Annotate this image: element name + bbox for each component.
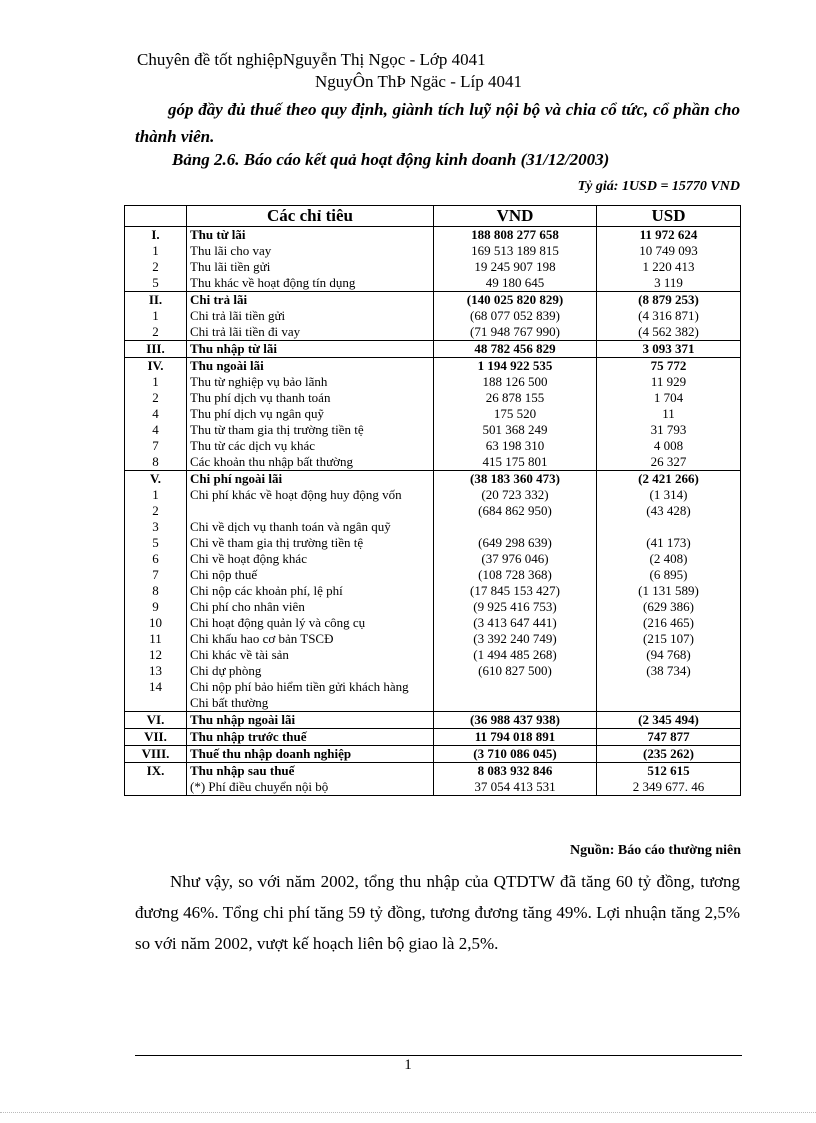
row-number: 5	[125, 275, 187, 292]
row-label: Thu từ lãi	[187, 227, 434, 244]
row-value-vnd: 188 126 500	[434, 374, 597, 390]
document-header-line1: Chuyên đề tốt nghiệpNguyễn Thị Ngọc - Lớp 4041	[137, 50, 486, 69]
row-value-vnd: (71 948 767 990)	[434, 324, 597, 341]
table-row	[125, 227, 741, 244]
row-value-vnd: 501 368 249	[434, 422, 597, 438]
row-value-vnd: 49 180 645	[434, 275, 597, 292]
row-value-usd: 1 704	[597, 390, 741, 406]
row-value-vnd: (1 494 485 268)	[434, 647, 597, 663]
row-number: 5	[125, 535, 187, 551]
row-value-usd: (8 879 253)	[597, 292, 741, 309]
row-number: IX.	[125, 763, 187, 780]
row-number: I.	[125, 227, 187, 244]
row-value-usd: 11	[597, 406, 741, 422]
row-value-usd: (4 562 382)	[597, 324, 741, 341]
row-value-usd: 3 119	[597, 275, 741, 292]
row-number: 2	[125, 259, 187, 275]
row-label: Thu nhập từ lãi	[187, 341, 434, 358]
column-header-usd: USD	[597, 206, 741, 227]
row-value-vnd: (108 728 368)	[434, 567, 597, 583]
table-row	[125, 631, 741, 647]
row-value-vnd: (20 723 332) (684 862 950)	[434, 487, 597, 519]
row-number: 2	[125, 390, 187, 406]
row-number: 14	[125, 679, 187, 695]
table-row	[125, 487, 741, 519]
row-label: Thu từ nghiệp vụ bảo lãnh	[187, 374, 434, 390]
row-label: Thu nhập sau thuế	[187, 763, 434, 780]
table-caption: Bảng 2.6. Báo cáo kết quả hoạt động kinh doanh (31/12/2003)	[172, 150, 610, 169]
row-value-vnd: 48 782 456 829	[434, 341, 597, 358]
table-row	[125, 599, 741, 615]
row-value-usd: (2 421 266)	[597, 471, 741, 488]
table-row	[125, 729, 741, 746]
row-value-usd: 1 220 413	[597, 259, 741, 275]
row-label: Chi nộp thuế	[187, 567, 434, 583]
row-value-vnd: (140 025 820 829)	[434, 292, 597, 309]
row-label: Thu nhập trước thuế	[187, 729, 434, 746]
row-label: Chi dự phòng	[187, 663, 434, 679]
row-label: Chi về dịch vụ thanh toán và ngân quỹ	[187, 519, 434, 535]
row-number: II.	[125, 292, 187, 309]
row-value-vnd: (3 710 086 045)	[434, 746, 597, 763]
row-number: 10	[125, 615, 187, 631]
row-number: 6	[125, 551, 187, 567]
row-value-vnd: (36 988 437 938)	[434, 712, 597, 729]
row-value-vnd: 26 878 155	[434, 390, 597, 406]
row-value-vnd: 169 513 189 815	[434, 243, 597, 259]
table-row	[125, 615, 741, 631]
footer-divider	[135, 1055, 742, 1056]
row-number: 1	[125, 374, 187, 390]
row-label: Thu khác về hoạt động tín dụng	[187, 275, 434, 292]
row-number: 2	[125, 324, 187, 341]
row-value-usd: (235 262)	[597, 746, 741, 763]
row-label: Thuế thu nhập doanh nghiệp	[187, 746, 434, 763]
table-row	[125, 259, 741, 275]
table-row	[125, 779, 741, 796]
row-label: Chi về hoạt động khác	[187, 551, 434, 567]
row-value-usd: 747 877	[597, 729, 741, 746]
table-row	[125, 374, 741, 390]
document-header-line2: NguyÔn ThÞ Ngäc - Líp 4041	[315, 72, 522, 91]
table-row	[125, 535, 741, 551]
row-value-usd: 4 008	[597, 438, 741, 454]
row-number: 7	[125, 438, 187, 454]
column-header-no	[125, 206, 187, 227]
table-row	[125, 454, 741, 471]
table-row	[125, 308, 741, 324]
table-row	[125, 292, 741, 309]
row-label: Chi trả lãi tiền gửi	[187, 308, 434, 324]
row-value-vnd: (610 827 500)	[434, 663, 597, 679]
row-value-usd: (216 465)	[597, 615, 741, 631]
row-value-usd: (4 316 871)	[597, 308, 741, 324]
column-header-vnd: VND	[434, 206, 597, 227]
table-body	[125, 227, 741, 796]
row-number: III.	[125, 341, 187, 358]
row-label: Chi trả lãi	[187, 292, 434, 309]
row-value-usd	[597, 519, 741, 535]
row-value-vnd: (3 392 240 749)	[434, 631, 597, 647]
table-row	[125, 746, 741, 763]
row-number: 4	[125, 406, 187, 422]
row-number: 13	[125, 663, 187, 679]
row-label: Thu nhập ngoài lãi	[187, 712, 434, 729]
row-value-vnd: 8 083 932 846	[434, 763, 597, 780]
row-value-vnd: 63 198 310	[434, 438, 597, 454]
row-value-usd: 2 349 677. 46	[597, 779, 741, 796]
row-value-usd: (1 314) (43 428)	[597, 487, 741, 519]
table-row	[125, 712, 741, 729]
table-row	[125, 647, 741, 663]
row-value-vnd: 415 175 801	[434, 454, 597, 471]
row-label: Chi nộp phí bảo hiểm tiền gửi khách hàng	[187, 679, 434, 695]
row-number: 4	[125, 422, 187, 438]
row-label: Chi nộp các khoản phí, lệ phí	[187, 583, 434, 599]
row-value-vnd	[434, 519, 597, 535]
row-value-vnd: (649 298 639)	[434, 535, 597, 551]
table-row	[125, 438, 741, 454]
row-value-vnd: 11 794 018 891	[434, 729, 597, 746]
conclusion-paragraph: Như vậy, so với năm 2002, tổng thu nhập của QTDTW đã tăng 60 tỷ đồng, tương đương 46%. Tổng chi phí tăng 59 tỷ đồng, tương đương tăng 49%. Lợi nhuận tăng 2,5% so với năm 2002, vượt kế hoạch liên bộ giao là 2,5%.	[135, 872, 740, 953]
row-number: 7	[125, 567, 187, 583]
row-number: 1	[125, 243, 187, 259]
row-number: V.	[125, 471, 187, 488]
row-value-vnd: 175 520	[434, 406, 597, 422]
row-value-vnd: (9 925 416 753)	[434, 599, 597, 615]
row-value-vnd: 37 054 413 531	[434, 779, 597, 796]
table-row	[125, 679, 741, 695]
row-value-usd: (629 386)	[597, 599, 741, 615]
row-value-usd	[597, 695, 741, 712]
row-value-usd: (2 408)	[597, 551, 741, 567]
row-value-vnd	[434, 695, 597, 712]
page-number: 1	[404, 1057, 412, 1073]
row-value-usd: (41 173)	[597, 535, 741, 551]
table-row	[125, 390, 741, 406]
row-label: Thu từ tham gia thị trường tiền tệ	[187, 422, 434, 438]
row-label: Chi bất thường	[187, 695, 434, 712]
row-value-usd: 3 093 371	[597, 341, 741, 358]
row-label: Chi phí ngoài lãi	[187, 471, 434, 488]
exchange-rate-note: Tỷ giá: 1USD = 15770 VND	[577, 179, 740, 194]
table-row	[125, 275, 741, 292]
row-number: 11	[125, 631, 187, 647]
row-value-vnd	[434, 679, 597, 695]
table-row	[125, 519, 741, 535]
table-row	[125, 551, 741, 567]
row-value-vnd: (17 845 153 427)	[434, 583, 597, 599]
table-row	[125, 358, 741, 375]
row-number: 1	[125, 308, 187, 324]
row-value-vnd: (3 413 647 441)	[434, 615, 597, 631]
table-row	[125, 324, 741, 341]
row-value-usd: 75 772	[597, 358, 741, 375]
table-row	[125, 695, 741, 712]
intro-paragraph: góp đầy đủ thuế theo quy định, giành tích luỹ nội bộ và chia cổ tức, cổ phần cho thành viên.	[135, 100, 740, 146]
row-value-usd: 11 972 624	[597, 227, 741, 244]
table-row	[125, 763, 741, 780]
row-label: Chi về tham gia thị trường tiền tệ	[187, 535, 434, 551]
row-label: Thu phí dịch vụ ngân quỹ	[187, 406, 434, 422]
row-value-usd: (6 895)	[597, 567, 741, 583]
row-label: Chi trả lãi tiền đi vay	[187, 324, 434, 341]
row-value-usd: 512 615	[597, 763, 741, 780]
row-number: 3	[125, 519, 187, 535]
row-label: Thu lãi tiền gửi	[187, 259, 434, 275]
table-row	[125, 567, 741, 583]
row-label: Chi khác về tài sản	[187, 647, 434, 663]
table-row	[125, 341, 741, 358]
row-label: Chi phí cho nhân viên	[187, 599, 434, 615]
row-value-usd: (2 345 494)	[597, 712, 741, 729]
table-row	[125, 243, 741, 259]
row-label: Thu lãi cho vay	[187, 243, 434, 259]
table-row	[125, 583, 741, 599]
row-number: 9	[125, 599, 187, 615]
row-value-vnd: (38 183 360 473)	[434, 471, 597, 488]
row-number	[125, 695, 187, 712]
row-label: Thu từ các dịch vụ khác	[187, 438, 434, 454]
row-label: Các khoản thu nhập bất thường	[187, 454, 434, 471]
income-statement-table	[124, 205, 741, 796]
row-value-vnd: (68 077 052 839)	[434, 308, 597, 324]
page-bottom-edge	[0, 1112, 816, 1113]
table-row	[125, 471, 741, 488]
row-number: 12	[125, 647, 187, 663]
row-value-usd: (1 131 589)	[597, 583, 741, 599]
row-label: Chi khấu hao cơ bản TSCĐ	[187, 631, 434, 647]
row-value-usd: (215 107)	[597, 631, 741, 647]
row-value-usd: 26 327	[597, 454, 741, 471]
row-label: (*) Phí điều chuyển nội bộ	[187, 779, 434, 796]
row-label: Thu ngoài lãi	[187, 358, 434, 375]
row-value-vnd: 188 808 277 658	[434, 227, 597, 244]
row-value-usd: (94 768)	[597, 647, 741, 663]
row-value-vnd: 19 245 907 198	[434, 259, 597, 275]
row-label: Thu phí dịch vụ thanh toán	[187, 390, 434, 406]
row-value-usd: 11 929	[597, 374, 741, 390]
table-header-row	[125, 206, 741, 227]
row-number: 8	[125, 454, 187, 471]
row-value-usd: (38 734)	[597, 663, 741, 679]
row-number: IV.	[125, 358, 187, 375]
row-number	[125, 779, 187, 796]
row-number: 8	[125, 583, 187, 599]
column-header-indicator: Các chỉ tiêu	[187, 206, 434, 227]
row-number: VII.	[125, 729, 187, 746]
row-value-usd: 10 749 093	[597, 243, 741, 259]
row-value-vnd: 1 194 922 535	[434, 358, 597, 375]
table-row	[125, 406, 741, 422]
row-value-usd: 31 793	[597, 422, 741, 438]
row-number: 1 2	[125, 487, 187, 519]
row-number: VIII.	[125, 746, 187, 763]
row-label: Chi phí khác về hoạt động huy động vốn	[187, 487, 434, 519]
table-row	[125, 422, 741, 438]
source-note: Nguồn: Báo cáo thường niên	[570, 843, 741, 858]
row-label: Chi hoạt động quản lý và công cụ	[187, 615, 434, 631]
row-number: VI.	[125, 712, 187, 729]
row-value-vnd: (37 976 046)	[434, 551, 597, 567]
row-value-usd	[597, 679, 741, 695]
table-row	[125, 663, 741, 679]
